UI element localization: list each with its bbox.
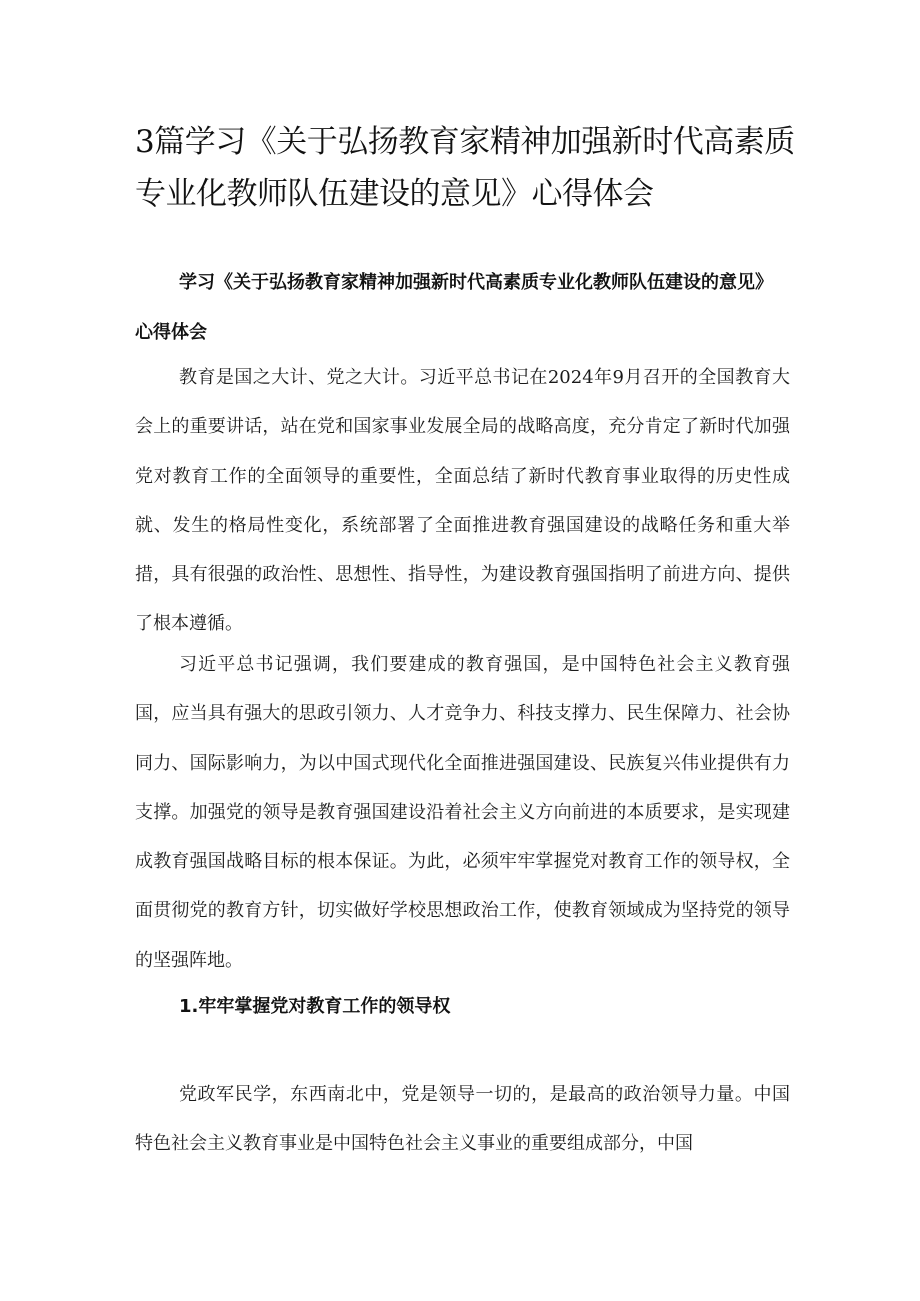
section-heading: 1.牢牢掌握党对教育工作的领导权: [179, 996, 451, 1017]
body-paragraph: 教育是国之大计、党之大计。习近平总书记在2024年9月召开的全国教育大会上的重要讲话，站在党和国家事业发展全局的战略高度，充分肯定了新时代加强党对教育工作的全面领导的重要性，全面总结了新时代教育事业取得的历史性成就、发生的格局性变化，系统部署了全面推进教育强国建设的战略任务和重大举措，具有很强的政治性、思想性、指导性，为建设教育强国指明了前进方向、提供了根本遵循。: [135, 367, 790, 635]
document-title: 3篇学习《关于弘扬教育家精神加强新时代高素质专业化教师队伍建设的意见》心得体会: [135, 124, 795, 212]
body-paragraph: 习近平总书记强调，我们要建成的教育强国，是中国特色社会主义教育强国，应当具有强大的思政引领力、人才竞争力、科技支撑力、民生保障力、社会协同力、国际影响力，为以中国式现代化全面推进强国建设、民族复兴伟业提供有力支撑。加强党的领导是教育强国建设沿着社会主义方向前进的本质要求，是实现建成教育强国战略目标的根本保证。为此，必须牢牢掌握党对教育工作的领导权，全面贯彻党的教育方针，切实做好学校思想政治工作，使教育领域成为坚持党的领导的坚强阵地。: [135, 654, 790, 971]
document-subtitle: 学习《关于弘扬教育家精神加强新时代高素质专业化教师队伍建设的意见》心得体会: [135, 272, 773, 343]
body-paragraph: 党政军民学，东西南北中，党是领导一切的，是最高的政治领导力量。中国特色社会主义教育事业是中国特色社会主义事业的重要组成部分，中国: [135, 1084, 790, 1155]
